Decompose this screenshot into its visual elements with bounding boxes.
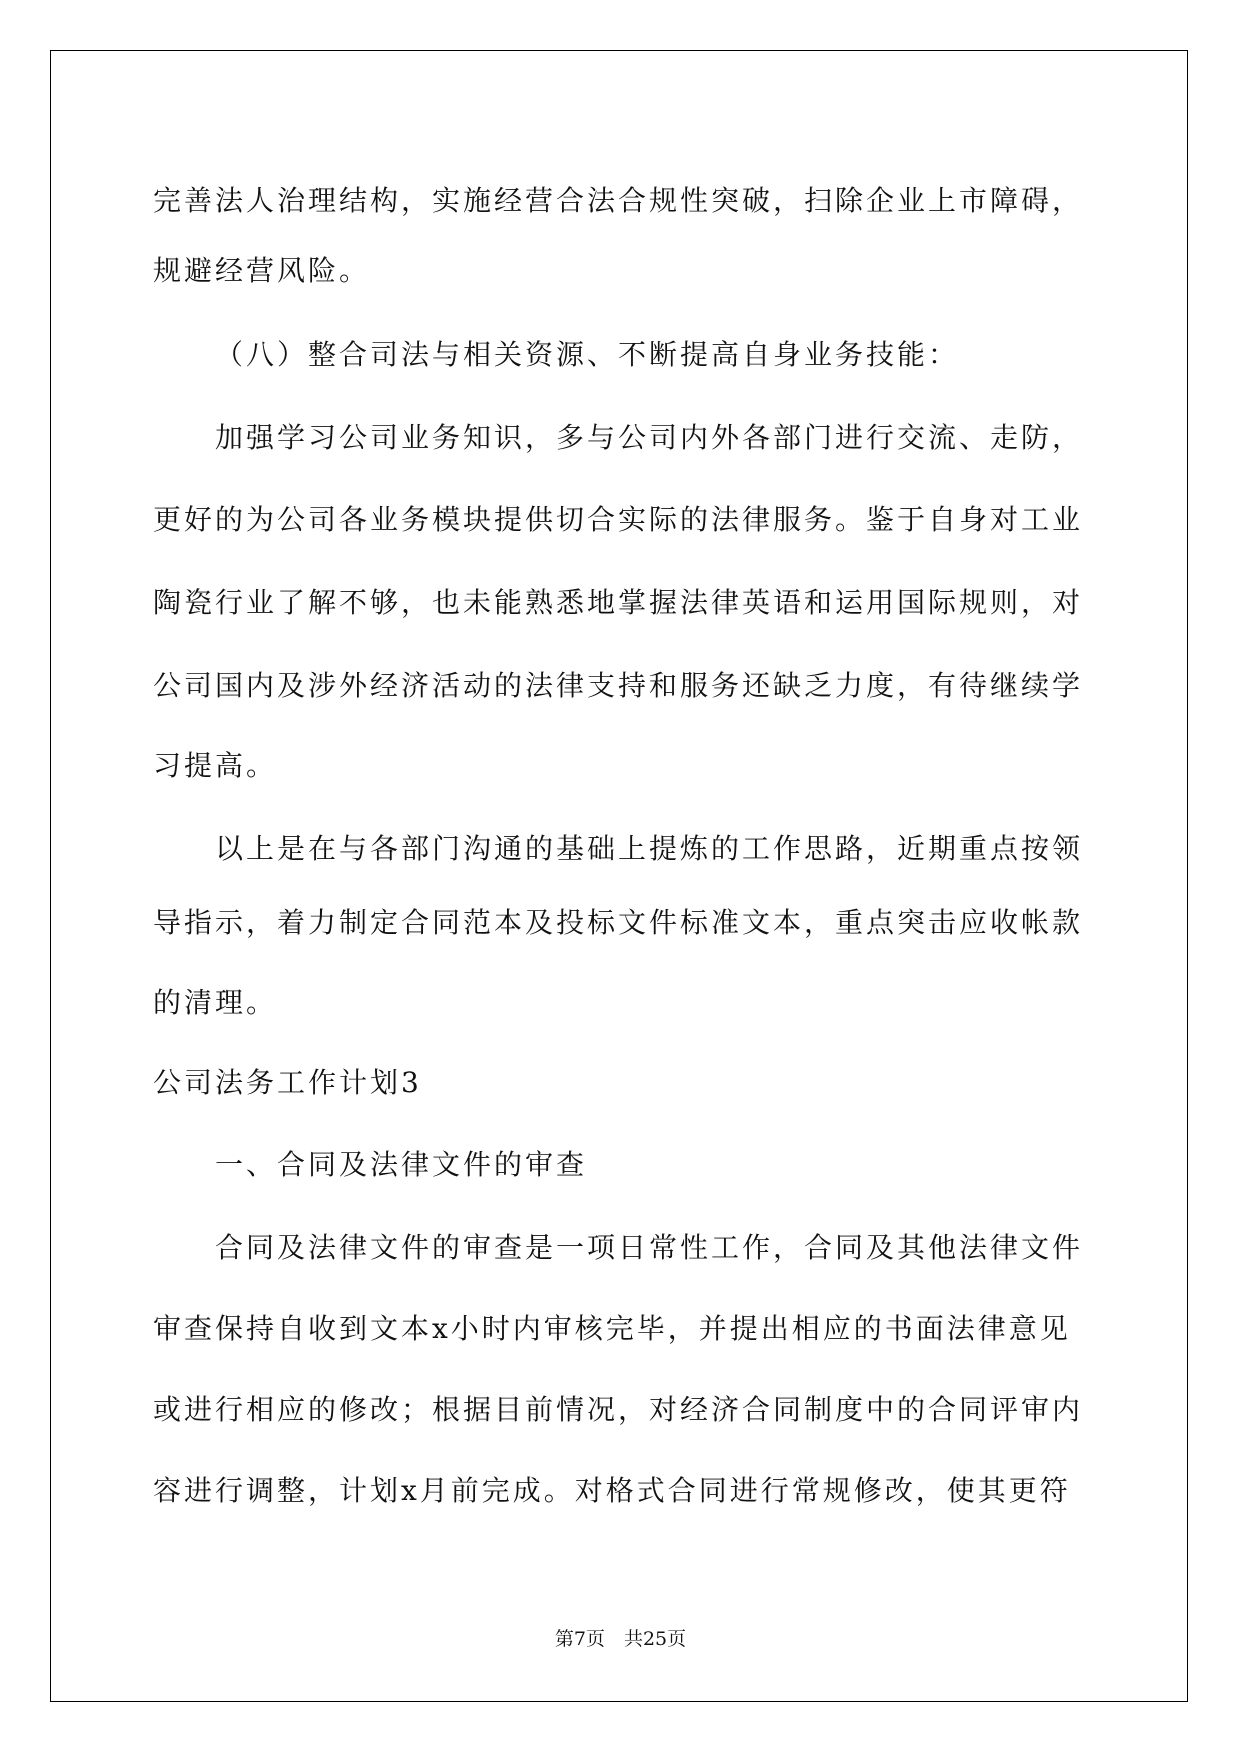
paragraph-line: 更好的为公司各业务模块提供切合实际的法律服务。鉴于自身对工业 bbox=[153, 503, 1084, 536]
paragraph-line: 陶瓷行业了解不够，也未能熟悉地掌握法律英语和运用国际规则，对 bbox=[153, 586, 1084, 619]
paragraph-line: 公司国内及涉外经济活动的法律支持和服务还缺乏力度，有待继续学 bbox=[153, 669, 1084, 702]
section-heading: 公司法务工作计划3 bbox=[153, 1066, 422, 1099]
paragraph-line: 完善法人治理结构，实施经营合法合规性突破，扫除企业上市障碍， bbox=[153, 184, 1084, 217]
paragraph-line: 合同及法律文件的审查是一项日常性工作，合同及其他法律文件 bbox=[215, 1231, 1084, 1264]
paragraph-line: 以上是在与各部门沟通的基础上提炼的工作思路，近期重点按领 bbox=[215, 832, 1084, 865]
paragraph-line: 的清理。 bbox=[153, 986, 278, 1019]
paragraph-line: 习提高。 bbox=[153, 749, 278, 782]
paragraph-line: 导指示，着力制定合同范本及投标文件标准文本，重点突击应收帐款 bbox=[153, 906, 1084, 939]
page-border bbox=[50, 50, 1188, 1702]
paragraph-line: （八）整合司法与相关资源、不断提高自身业务技能： bbox=[215, 338, 960, 371]
paragraph-line: 或进行相应的修改；根据目前情况，对经济合同制度中的合同评审内 bbox=[153, 1393, 1084, 1426]
paragraph-line: 加强学习公司业务知识，多与公司内外各部门进行交流、走防， bbox=[215, 421, 1084, 454]
page-footer: 第7页 共25页 bbox=[554, 1628, 687, 1650]
paragraph-line: 一、合同及法律文件的审查 bbox=[215, 1148, 588, 1181]
paragraph-line: 规避经营风险。 bbox=[153, 254, 371, 287]
paragraph-line: 容进行调整，计划x月前完成。对格式合同进行常规修改，使其更符 bbox=[153, 1474, 1071, 1507]
paragraph-line: 审查保持自收到文本x小时内审核完毕，并提出相应的书面法律意见 bbox=[153, 1312, 1071, 1345]
